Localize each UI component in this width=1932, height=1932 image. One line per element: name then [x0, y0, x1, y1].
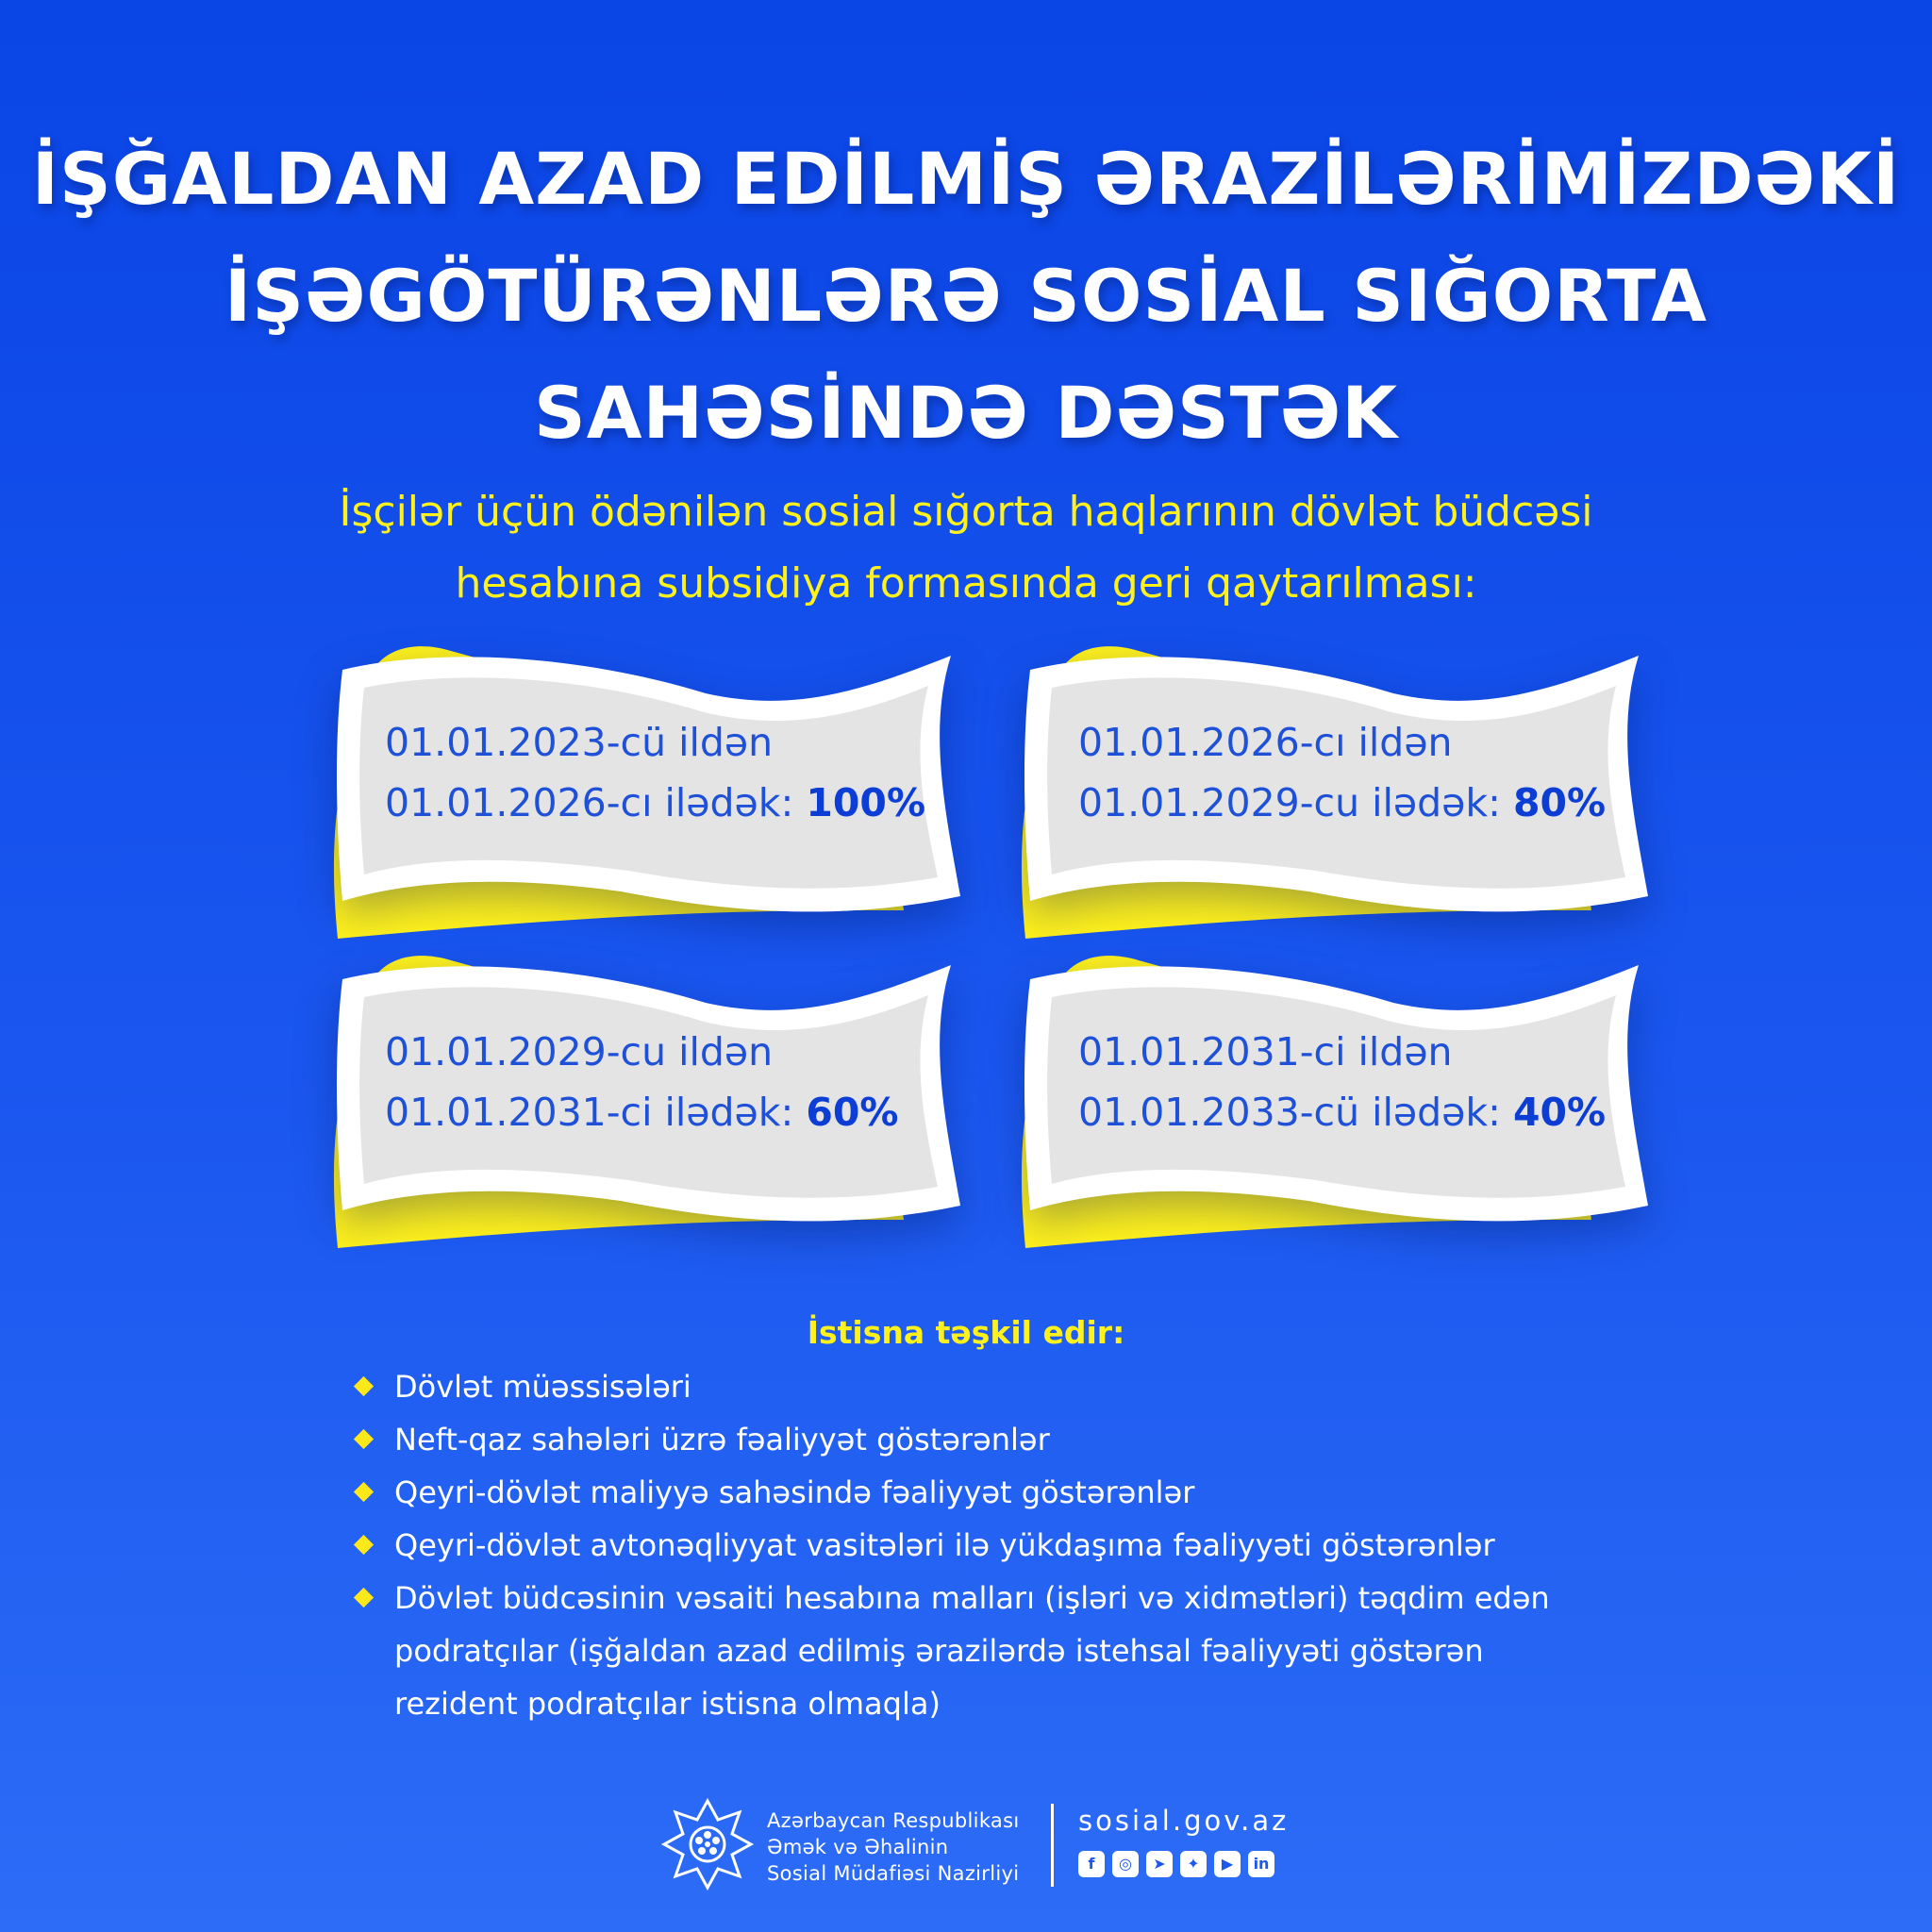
website-link[interactable]: sosial.gov.az [1078, 1805, 1290, 1837]
facebook-icon[interactable]: f [1078, 1851, 1105, 1877]
exceptions-title: İstisna təşkil edir: [807, 1314, 1125, 1351]
diamond-bullet-icon [354, 1535, 374, 1555]
subsidy-card-3 [300, 937, 951, 1257]
page-title [0, 121, 1932, 472]
title-line-1: İŞĞALDAN AZAD EDİLMİŞ ƏRAZİLƏRİMİZDƏKİ [31, 137, 1901, 221]
card-from: 01.01.2031-ci ildən [1078, 1029, 1453, 1074]
card-text [385, 1022, 899, 1142]
subtitle [0, 476, 1932, 620]
subtitle-line-1: İşçilər üçün ödənilən sosial sığorta haqlarının dövlət büdcəsi [339, 488, 1593, 536]
exception-text: Qeyri-dövlət maliyyə sahəsində fəaliyyət göstərənlər [394, 1474, 1195, 1510]
card-to: 01.01.2031-ci ilədək: [385, 1090, 807, 1135]
exception-item [351, 1519, 1606, 1572]
linkedin-icon[interactable]: in [1248, 1851, 1274, 1877]
title-line-2: İŞƏGÖTÜRƏNLƏRƏ SOSİAL SIĞORTA [224, 254, 1708, 338]
card-from: 01.01.2026-cı ildən [1078, 720, 1453, 765]
card-to-line [1078, 773, 1606, 833]
instagram-icon[interactable]: ◎ [1112, 1851, 1139, 1877]
card-text [1078, 1022, 1606, 1142]
card-to: 01.01.2026-cı ilədək: [385, 780, 807, 825]
ministry-logo-icon [660, 1797, 755, 1891]
ministry-name [767, 1807, 1019, 1887]
card-to-line [385, 773, 925, 833]
exception-text: Qeyri-dövlət avtonəqliyyat vasitələri ilə yükdaşıma fəaliyyəti göstərənlər [394, 1527, 1495, 1563]
subsidy-card-2 [988, 627, 1639, 948]
diamond-bullet-icon [354, 1429, 374, 1449]
exception-item [351, 1572, 1606, 1730]
ministry-name-line-3: Sosial Müdafiəsi Nazirliyi [767, 1862, 1020, 1885]
card-to: 01.01.2033-cü ilədək: [1078, 1090, 1513, 1135]
diamond-bullet-icon [354, 1482, 374, 1502]
twitter-icon[interactable]: ✦ [1180, 1851, 1207, 1877]
exception-item [351, 1466, 1606, 1519]
exceptions-list [351, 1360, 1606, 1730]
diamond-bullet-icon [354, 1376, 374, 1396]
card-to-line [1078, 1082, 1606, 1142]
subsidy-card-1 [300, 627, 951, 948]
card-percent: 100% [806, 780, 926, 825]
card-to-line [385, 1082, 899, 1142]
card-to: 01.01.2029-cu ilədək: [1078, 780, 1513, 825]
exception-text: Dövlət büdcəsinin vəsaiti hesabına malları (işləri və xidmətləri) təqdim edən podratçılar (işğaldan azad edilmiş ərazilərdə istehsal fəaliyyəti göstərən rezident podratçılar istisna olmaqla) [394, 1580, 1550, 1722]
diamond-bullet-icon [354, 1588, 374, 1607]
card-from: 01.01.2023-cü ildən [385, 720, 774, 765]
ministry-name-line-2: Əmək və Əhalinin [767, 1836, 949, 1858]
card-percent: 40% [1512, 1090, 1607, 1135]
subtitle-line-2: hesabına subsidiya formasında geri qaytarılması: [455, 559, 1477, 608]
subsidy-card-4 [988, 937, 1639, 1257]
exception-item [351, 1413, 1606, 1466]
youtube-icon[interactable]: ▶ [1214, 1851, 1241, 1877]
card-text [1078, 712, 1606, 833]
exception-text: Dövlət müəssisələri [394, 1369, 691, 1405]
title-line-3: SAHƏSİNDƏ DƏSTƏK [533, 371, 1398, 455]
social-links [1078, 1851, 1274, 1877]
card-from: 01.01.2029-cu ildən [385, 1029, 774, 1074]
ministry-name-line-1: Azərbaycan Respublikası [767, 1809, 1020, 1832]
exception-item [351, 1360, 1606, 1413]
telegram-icon[interactable]: ➤ [1146, 1851, 1173, 1877]
card-percent: 80% [1512, 780, 1607, 825]
card-text [385, 712, 925, 833]
footer-divider [1051, 1804, 1054, 1887]
exception-text: Neft-qaz sahələri üzrə fəaliyyət göstərənlər [394, 1422, 1050, 1457]
card-percent: 60% [806, 1090, 899, 1135]
